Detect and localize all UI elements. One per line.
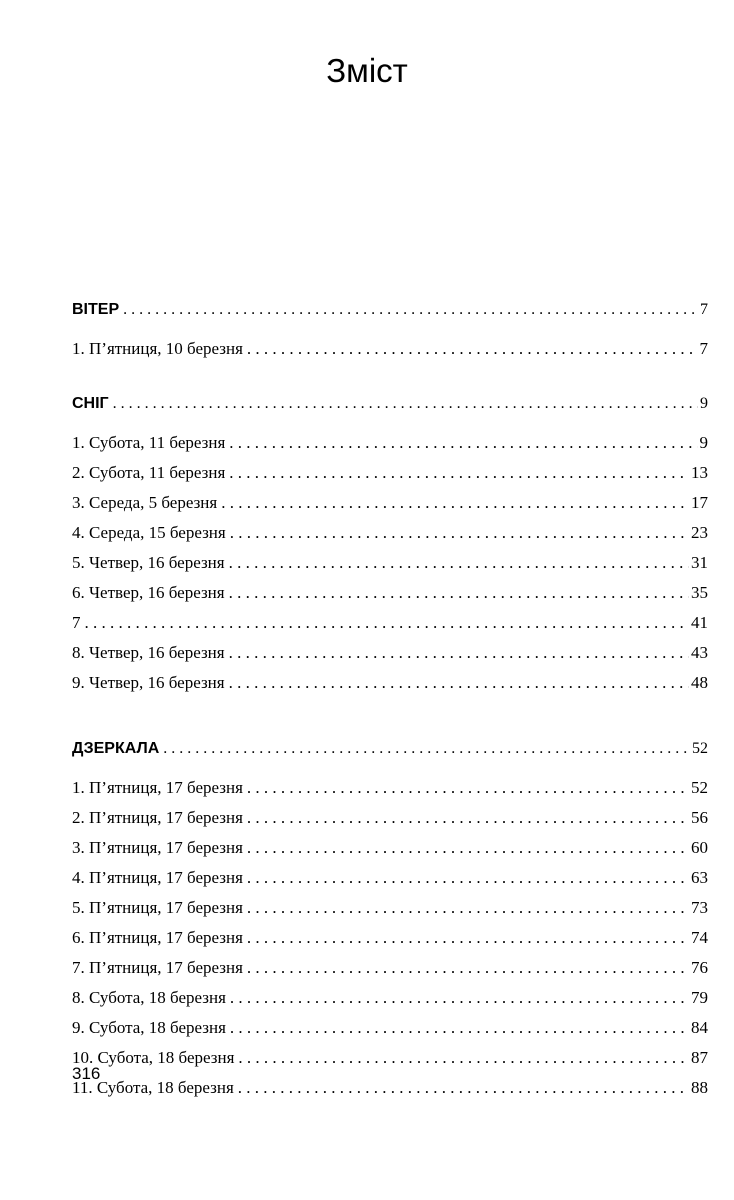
toc-page-number: 9: [700, 395, 708, 412]
toc-entry-label: 8. Четвер, 16 березня: [72, 643, 225, 662]
toc-page-number: 43: [691, 643, 708, 662]
toc-heading[interactable]: [72, 733, 708, 765]
toc-page-number: 60: [691, 838, 708, 857]
toc-section-viter: [72, 294, 708, 364]
dot-leader: [247, 923, 689, 953]
toc-section-dzerkala: [72, 733, 708, 1103]
toc-section-snih: [72, 388, 708, 698]
toc-entry[interactable]: [72, 458, 708, 488]
dot-leader: [230, 983, 689, 1013]
toc-page-number: 76: [691, 958, 708, 977]
toc-entry-label: 1. П’ятниця, 10 березня: [72, 339, 243, 358]
toc-entry[interactable]: [72, 953, 708, 983]
page-title: Зміст: [326, 52, 408, 89]
toc-heading-label: ВІТЕР: [72, 301, 120, 318]
toc-page-number: 74: [691, 928, 708, 947]
toc-entry[interactable]: [72, 1013, 708, 1043]
toc-entry-label: 4. П’ятниця, 17 березня: [72, 868, 243, 887]
dot-leader: [123, 294, 698, 326]
dot-leader: [230, 1013, 689, 1043]
dot-leader: [230, 518, 689, 548]
toc-entry-label: 2. П’ятниця, 17 березня: [72, 808, 243, 827]
dot-leader: [238, 1043, 689, 1073]
dot-leader: [247, 833, 689, 863]
dot-leader: [85, 608, 690, 638]
toc-page-number: 7: [699, 339, 708, 358]
dot-leader: [247, 863, 689, 893]
table-of-contents: [72, 294, 708, 1103]
dot-leader: [221, 488, 689, 518]
toc-entry-label: 7: [72, 613, 81, 632]
toc-entry[interactable]: [72, 578, 708, 608]
toc-entry[interactable]: [72, 488, 708, 518]
toc-entry-label: 6. Четвер, 16 березня: [72, 583, 225, 602]
toc-heading[interactable]: [72, 388, 708, 420]
toc-entry-label: 7. П’ятниця, 17 березня: [72, 958, 243, 977]
toc-heading[interactable]: [72, 294, 708, 326]
dot-leader: [247, 953, 689, 983]
toc-entry-label: 10. Субота, 18 березня: [72, 1048, 235, 1067]
dot-leader: [247, 893, 689, 923]
toc-entry[interactable]: [72, 638, 708, 668]
toc-entry[interactable]: [72, 548, 708, 578]
toc-entry-label: 3. Середа, 5 березня: [72, 493, 218, 512]
toc-page-number: 23: [691, 523, 708, 542]
toc-entry[interactable]: [72, 428, 708, 458]
toc-page-number: 31: [691, 553, 708, 572]
toc-entry-label: 11. Субота, 18 березня: [72, 1078, 234, 1097]
toc-entry-label: 4. Середа, 15 березня: [72, 523, 226, 542]
toc-entry-label: 9. Четвер, 16 березня: [72, 673, 225, 692]
toc-entry[interactable]: [72, 1073, 708, 1103]
dot-leader: [238, 1073, 689, 1103]
toc-page-number: 35: [691, 583, 708, 602]
dot-leader: [163, 733, 690, 765]
toc-entry-label: 1. Субота, 11 березня: [72, 433, 226, 452]
toc-entry[interactable]: [72, 773, 708, 803]
dot-leader: [247, 773, 689, 803]
toc-entry[interactable]: [72, 334, 708, 364]
dot-leader: [229, 578, 689, 608]
toc-entry-label: 5. П’ятниця, 17 березня: [72, 898, 243, 917]
toc-entry-label: 8. Субота, 18 березня: [72, 988, 226, 1007]
toc-page-number: 52: [691, 778, 708, 797]
dot-leader: [113, 388, 698, 420]
toc-heading-label: ДЗЕРКАЛА: [72, 740, 160, 757]
toc-entry-label: 2. Субота, 11 березня: [72, 463, 226, 482]
toc-page-number: 84: [691, 1018, 708, 1037]
toc-entry[interactable]: [72, 833, 708, 863]
toc-entry[interactable]: [72, 668, 708, 698]
toc-page-number: 48: [691, 673, 708, 692]
toc-entry[interactable]: [72, 608, 708, 638]
toc-page-number: 79: [691, 988, 708, 1007]
toc-entry-label: 3. П’ятниця, 17 березня: [72, 838, 243, 857]
toc-page-number: 41: [691, 613, 708, 632]
dot-leader: [229, 668, 689, 698]
toc-entry[interactable]: [72, 518, 708, 548]
toc-entry[interactable]: [72, 863, 708, 893]
toc-entry[interactable]: [72, 893, 708, 923]
toc-page-number: 7: [700, 301, 708, 318]
toc-page-number: 87: [691, 1048, 708, 1067]
toc-page-number: 63: [691, 868, 708, 887]
toc-entry[interactable]: [72, 923, 708, 953]
page-number: 316: [72, 1064, 101, 1083]
toc-page-number: 52: [692, 740, 708, 757]
toc-entry-label: 1. П’ятниця, 17 березня: [72, 778, 243, 797]
dot-leader: [229, 428, 697, 458]
dot-leader: [229, 638, 689, 668]
toc-entry-label: 5. Четвер, 16 березня: [72, 553, 225, 572]
toc-heading-label: СНІГ: [72, 395, 109, 412]
toc-page-number: 56: [691, 808, 708, 827]
toc-entry[interactable]: [72, 803, 708, 833]
toc-entry[interactable]: [72, 1043, 708, 1073]
toc-page-number: 88: [691, 1078, 708, 1097]
dot-leader: [247, 803, 689, 833]
toc-page-number: 13: [691, 463, 708, 482]
toc-page-number: 73: [691, 898, 708, 917]
toc-entry-label: 6. П’ятниця, 17 березня: [72, 928, 243, 947]
dot-leader: [229, 548, 689, 578]
toc-entry[interactable]: [72, 983, 708, 1013]
toc-page-number: 9: [699, 433, 708, 452]
toc-page-number: 17: [691, 493, 708, 512]
toc-entry-label: 9. Субота, 18 березня: [72, 1018, 226, 1037]
dot-leader: [247, 334, 698, 364]
dot-leader: [229, 458, 689, 488]
